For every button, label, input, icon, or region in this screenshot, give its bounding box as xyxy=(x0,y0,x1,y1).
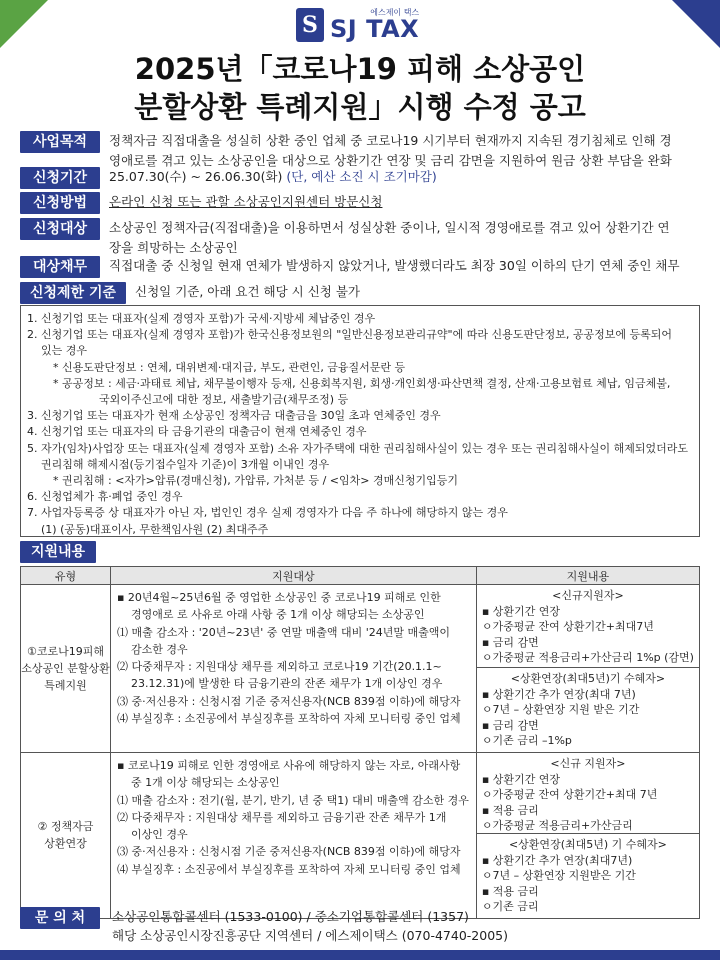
debt-label: 대상채무 xyxy=(20,256,100,278)
restriction-line: 6. 신청업체가 휴·폐업 중인 경우 xyxy=(27,490,183,504)
logo-mark: S xyxy=(296,8,324,42)
restriction-line: 1. 신청기업 또는 대표자(실제 경영자 포함)가 국세·지방세 체납중인 경우 xyxy=(27,312,376,325)
target-label: 신청대상 xyxy=(20,218,100,240)
restriction-line: 국외이주신고에 대한 정보, 새출발기금(채무조정) 등 xyxy=(99,393,349,407)
type-cell-2: ② 정책자금 상환연장 xyxy=(21,752,111,918)
support-heading-row xyxy=(20,541,700,563)
purpose-row xyxy=(20,131,700,171)
table-header-row xyxy=(21,567,700,585)
content-ext-1: <상환연장(최대5년)기 수혜자> ▪ 상환기간 추가 연장(최대 7년) ㅇ7년 – 상환연장 지원 받은 기간 ▪ 금리 감면 ㅇ기존 금리 –1%p xyxy=(477,667,699,752)
method-text: 온라인 신청 또는 관할 소상공인지원센터 방문신청 xyxy=(109,194,383,209)
restriction-line: 5. 자가(임차)사업장 또는 대표자(실제 경영자 포함) 소유 자가주택에 대한 권리침해사실이 있는 경우 또는 권리침해사실이 해제되었더라도 xyxy=(27,441,689,455)
contact-label: 문 의 처 xyxy=(20,907,100,929)
target-text-1: 소상공인 정책자금(직접대출)을 이용하면서 성실상환 중이나, 일시적 경영애로를 겪고 있어 상환기간 연 xyxy=(109,220,670,235)
restriction-label: 신청제한 기준 xyxy=(20,282,126,304)
restriction-line: 3. 신청기업 또는 대표자가 현재 소상공인 정책자금 대출금을 30일 초과 연체중인 경우 xyxy=(27,409,441,423)
method-row xyxy=(20,192,700,214)
purpose-text-2: 영애로를 겪고 있는 소상공인을 대상으로 상환기간 연장 및 금리 감면을 지원하여 원금 상환 부담을 완화 xyxy=(109,153,672,168)
restriction-line: 4. 신청기업 또는 대표자의 타 금융기관의 대출금이 현재 연체중인 경우 xyxy=(27,425,367,439)
method-label: 신청방법 xyxy=(20,192,100,214)
content-new-2: <신규 지원자> ▪ 상환기간 연장 ㅇ가중평균 잔여 상환기간+최대 7년 ▪ 적용 금리 ㅇ가중평균 적용금리+가산금리 xyxy=(481,756,658,833)
contact-line-2: 해당 소상공인시장진흥공단 지역센터 / 에스제이택스 (070-4740-2005) xyxy=(112,928,508,943)
period-text: 25.07.30(수) ~ 26.06.30(화) xyxy=(109,169,283,184)
table-row xyxy=(21,585,700,753)
target-cell-1: ▪ 20년4월~25년6월 중 영업한 소상공인 중 코로나19 피해로 인한 경영애로 로 사유로 아래 사항 중 1개 이상 해당되는 소상공인 ⑴ 매출 감소자 : '20년~23년' 중 연말 매출액 대비 '24년말 매출액이 감소한 경우 ⑵ 다중채무자 : 지원대상 채무를 제외하고 코로나19 기간(20.1.1~ 23.12.31)에 발생한 타 금융기관의 잔존 채무가 1개 이상인 경우 ⑶ 중·저신용자 : 신청시점 기준 중저신용자(NCB 839점 이하)에 해당자 ⑷ 부실징후 : 소진공에서 부실징후를 포착하여 자체 모니터링 중인 업체 xyxy=(110,585,476,753)
restriction-line: * 공공정보 : 세금·과태료 체납, 채무불이행자 등재, 신용회복지원, 회생·개인회생·파산면책 결정, 산재·고용보험료 체납, 임금체불, xyxy=(53,376,671,390)
logo-name: SJ TAX xyxy=(330,15,420,43)
period-note: (단, 예산 소진 시 조기마감) xyxy=(286,169,437,184)
logo-subtitle: 에스제이 택스 xyxy=(370,8,420,17)
restriction-text: 신청일 기준, 아래 요건 해당 시 신청 불가 xyxy=(135,284,360,299)
debt-text: 직접대출 중 신청일 현재 연체가 발생하지 않았거나, 발생했더라도 최장 30일 이하의 단기 연체 중인 채무 xyxy=(109,258,680,273)
title-line-2: 분할상환 특례지원」시행 수정 공고 xyxy=(134,90,586,124)
type-cell-1: ①코로나19피해 소상공인 분할상환 특례지원 xyxy=(21,585,111,753)
restriction-row xyxy=(20,282,700,304)
contact-line-1: 소상공인통합콜센터 (1533-0100) / 중소기업통합콜센터 (1357) xyxy=(112,909,469,924)
restriction-line: 7. 사업자등록증 상 대표자가 아닌 자, 법인인 경우 실제 경영자가 다음 주 하나에 해당하지 않는 경우 xyxy=(27,506,508,520)
purpose-label: 사업목적 xyxy=(20,131,100,153)
corner-decoration-navy xyxy=(672,0,720,48)
page-title xyxy=(0,50,720,126)
period-label: 신청기간 xyxy=(20,167,100,189)
header-content: 지원내용 xyxy=(476,567,699,585)
content-cell-2 xyxy=(476,752,699,918)
restriction-line: 2. 신청기업 또는 대표자(실제 경영자 포함)가 한국신용정보원의 "일반신용정보관리규약"에 따라 신용도판단정보, 공공정보에 등록되어 xyxy=(27,328,672,342)
sjtax-logo xyxy=(296,6,419,44)
period-row xyxy=(20,167,700,189)
support-label: 지원내용 xyxy=(20,541,96,563)
support-table xyxy=(20,566,700,919)
restriction-list xyxy=(20,305,700,537)
purpose-text-1: 정책자금 직접대출을 성실히 상환 중인 업체 중 코로나19 시기부터 현재까지 지속된 경기침체로 인해 경 xyxy=(109,133,672,148)
target-text-2: 장을 희망하는 소상공인 xyxy=(109,240,238,255)
content-ext-2: <상환연장(최대5년) 기 수혜자> ▪ 상환기간 추가 연장(최대7년) ㅇ7년 – 상환연장 지원받은 기간 ▪ 적용 금리 ㅇ기존 금리 xyxy=(477,833,699,918)
header-type: 유형 xyxy=(21,567,111,585)
restriction-line: (1) (공동)대표이사, 무한책임사원 (2) 최대주주 xyxy=(41,522,269,536)
content-cell-1 xyxy=(476,585,699,753)
target-cell-2: ▪ 코로나19 피해로 인한 경영애로 사유에 해당하지 않는 자로, 아래사항 중 1개 이상 해당되는 소상공인 ⑴ 매출 감소자 : 전기(월, 분기, 반기, 년 중 택1) 대비 매출액 감소한 경우 ⑵ 다중채무자 : 지원대상 채무를 제외하고 금융기관 잔존 채무가 1개 이상인 경우 ⑶ 중·저신용자 : 신청시점 기준 중저신용자(NCB 839점 이하)에 해당자 ⑷ 부실징후 : 소진공에서 부실징후를 포착하여 자체 모니터링 중인 업체 xyxy=(110,752,476,918)
corner-decoration-green xyxy=(0,0,48,48)
restriction-line: * 신용도판단정보 : 연체, 대위변제·대지급, 부도, 관련인, 금융질서문란 등 xyxy=(53,360,406,374)
bottom-bar xyxy=(0,950,720,960)
title-line-1: 2025년「코로나19 피해 소상공인 xyxy=(134,52,586,86)
debt-row xyxy=(20,256,700,278)
restriction-line: * 권리침해 : <자가>압류(경매신청), 가압류, 가처분 등 / <임차> 경매신청기입등기 xyxy=(53,474,458,488)
table-row xyxy=(21,752,700,918)
target-row xyxy=(20,218,700,258)
restriction-line: 있는 경우 xyxy=(41,344,88,358)
contact-row xyxy=(20,907,508,945)
restriction-line: 권리침해 해제시점(등기접수일자 기준)이 3개월 이내인 경우 xyxy=(41,457,330,471)
content-new-1: <신규지원자> ▪ 상환기간 연장 ㅇ가중평균 잔여 상환기간+최대7년 ▪ 금리 감면 ㅇ가중평균 적용금리+가산금리 1%p (감면) xyxy=(481,589,694,665)
header-target: 지원대상 xyxy=(110,567,476,585)
